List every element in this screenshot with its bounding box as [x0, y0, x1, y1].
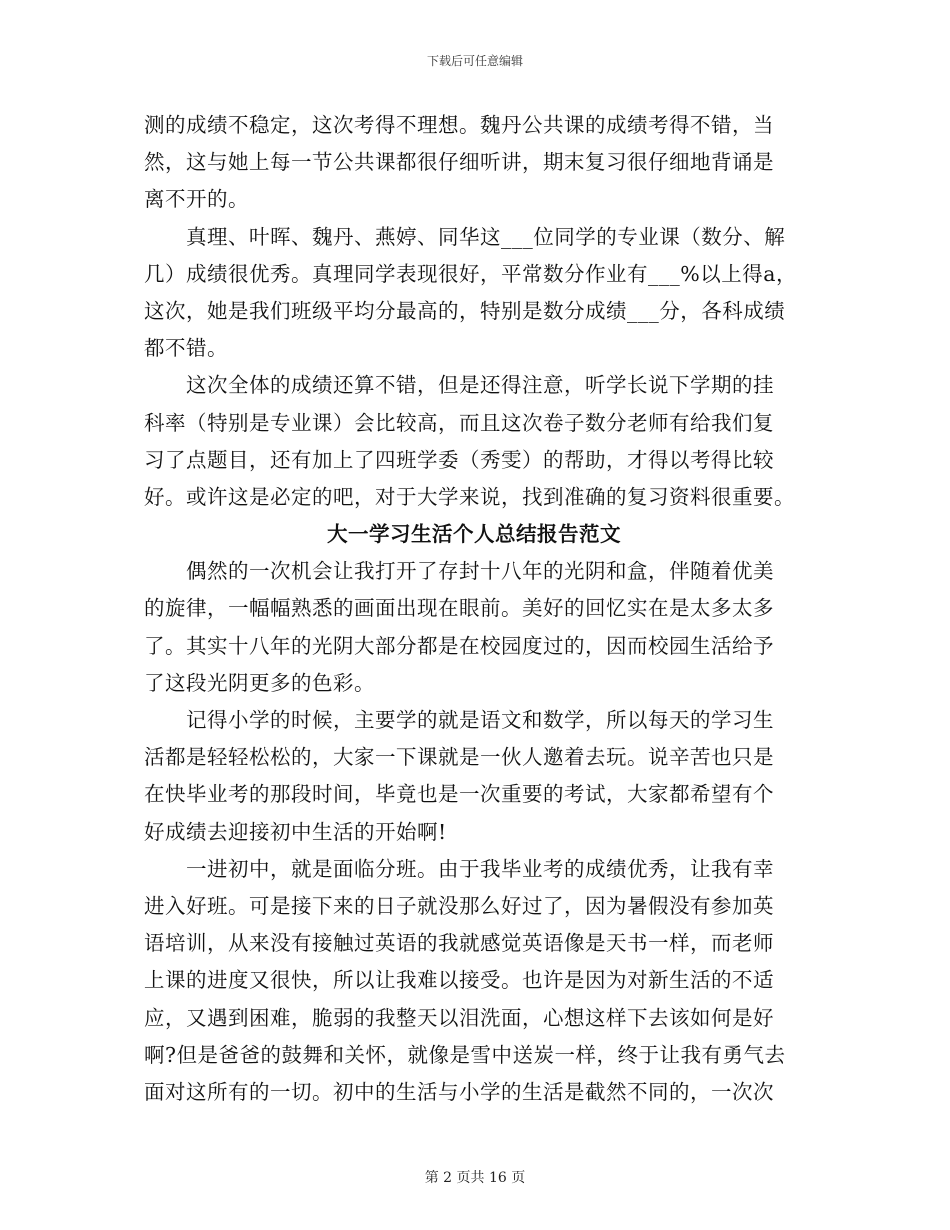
- text-line: 了这段光阴更多的色彩。: [144, 670, 375, 695]
- text-line: 都不错。: [144, 336, 228, 361]
- text-line: 这次全体的成绩还算不错，但是还得注意，听学长说下学期的挂: [144, 373, 774, 398]
- text-line: 语培训，从来没有接触过英语的我就感觉英语像是天书一样，而老师: [144, 931, 774, 956]
- document-body: [144, 107, 804, 1111]
- text-line: 进入好班。可是接下来的日子就没那么好过了，因为暑假没有参加英: [144, 893, 774, 918]
- page-header: 下载后可任意编辑: [426, 54, 523, 68]
- text-line: 记得小学的时候，主要学的就是语文和数学，所以每天的学习生: [144, 708, 774, 732]
- text-line: 偶然的一次机会让我打开了存封十八年的光阴和盒，伴随着优美: [144, 559, 774, 584]
- text-line: 科率（特别是专业课）会比较高，而且这次卷子数分老师有给我们复: [144, 410, 774, 435]
- text-line: 了。其实十八年的光阴大部分都是在校园度过的，因而校园生活给予: [144, 633, 774, 658]
- section-title: 大一学习生活个人总结报告范文: [327, 522, 621, 547]
- text-line: 然，这与她上每一节公共课都很仔细听讲，期末复习很仔细地背诵是: [144, 150, 774, 175]
- text-line: 几）成绩很优秀。真理同学表现很好，平常数分作业有___%以上得a，: [144, 261, 797, 286]
- text-line: 面对这所有的一切。初中的生活与小学的生活是截然不同的，一次次: [144, 1079, 774, 1104]
- text-line: 离不开的。: [144, 187, 249, 212]
- text-line: 好。或许这是必定的吧，对于大学来说，找到准确的复习资料很重要。: [144, 484, 795, 509]
- text-line: 习了点题目，还有加上了四班学委（秀雯）的帮助，才得以考得比较: [144, 447, 774, 472]
- text-line: 在快毕业考的那段时间，毕竟也是一次重要的考试，大家都希望有个: [144, 782, 774, 807]
- text-line: 活都是轻轻松松的，大家一下课就是一伙人邀着去玩。说辛苦也只是: [144, 745, 774, 770]
- text-line: 这次，她是我们班级平均分最高的，特别是数分成绩___分，各科成绩: [144, 298, 786, 323]
- text-line: 上课的进度又很快，所以让我难以接受。也许是因为对新生活的不适: [144, 968, 774, 993]
- text-line: 好成绩去迎接初中生活的开始啊!: [144, 819, 447, 844]
- text-line: 应，又遇到困难，脆弱的我整天以泪洗面，心想这样下去该如何是好: [144, 1005, 774, 1030]
- text-line: 一进初中，就是面临分班。由于我毕业考的成绩优秀，让我有幸: [144, 856, 774, 881]
- text-line: 啊?但是爸爸的鼓舞和关怀，就像是雪中送炭一样，终于让我有勇气去: [144, 1042, 786, 1067]
- text-line: 的旋律，一幅幅熟悉的画面出现在眼前。美好的回忆实在是太多太多: [144, 596, 774, 621]
- text-line: 测的成绩不稳定，这次考得不理想。魏丹公共课的成绩考得不错，当: [144, 113, 774, 137]
- text-line: 真理、叶晖、魏丹、燕婷、同华这___位同学的专业课（数分、解: [144, 224, 786, 249]
- page-footer: 第 2 页共 16 页: [424, 1170, 526, 1186]
